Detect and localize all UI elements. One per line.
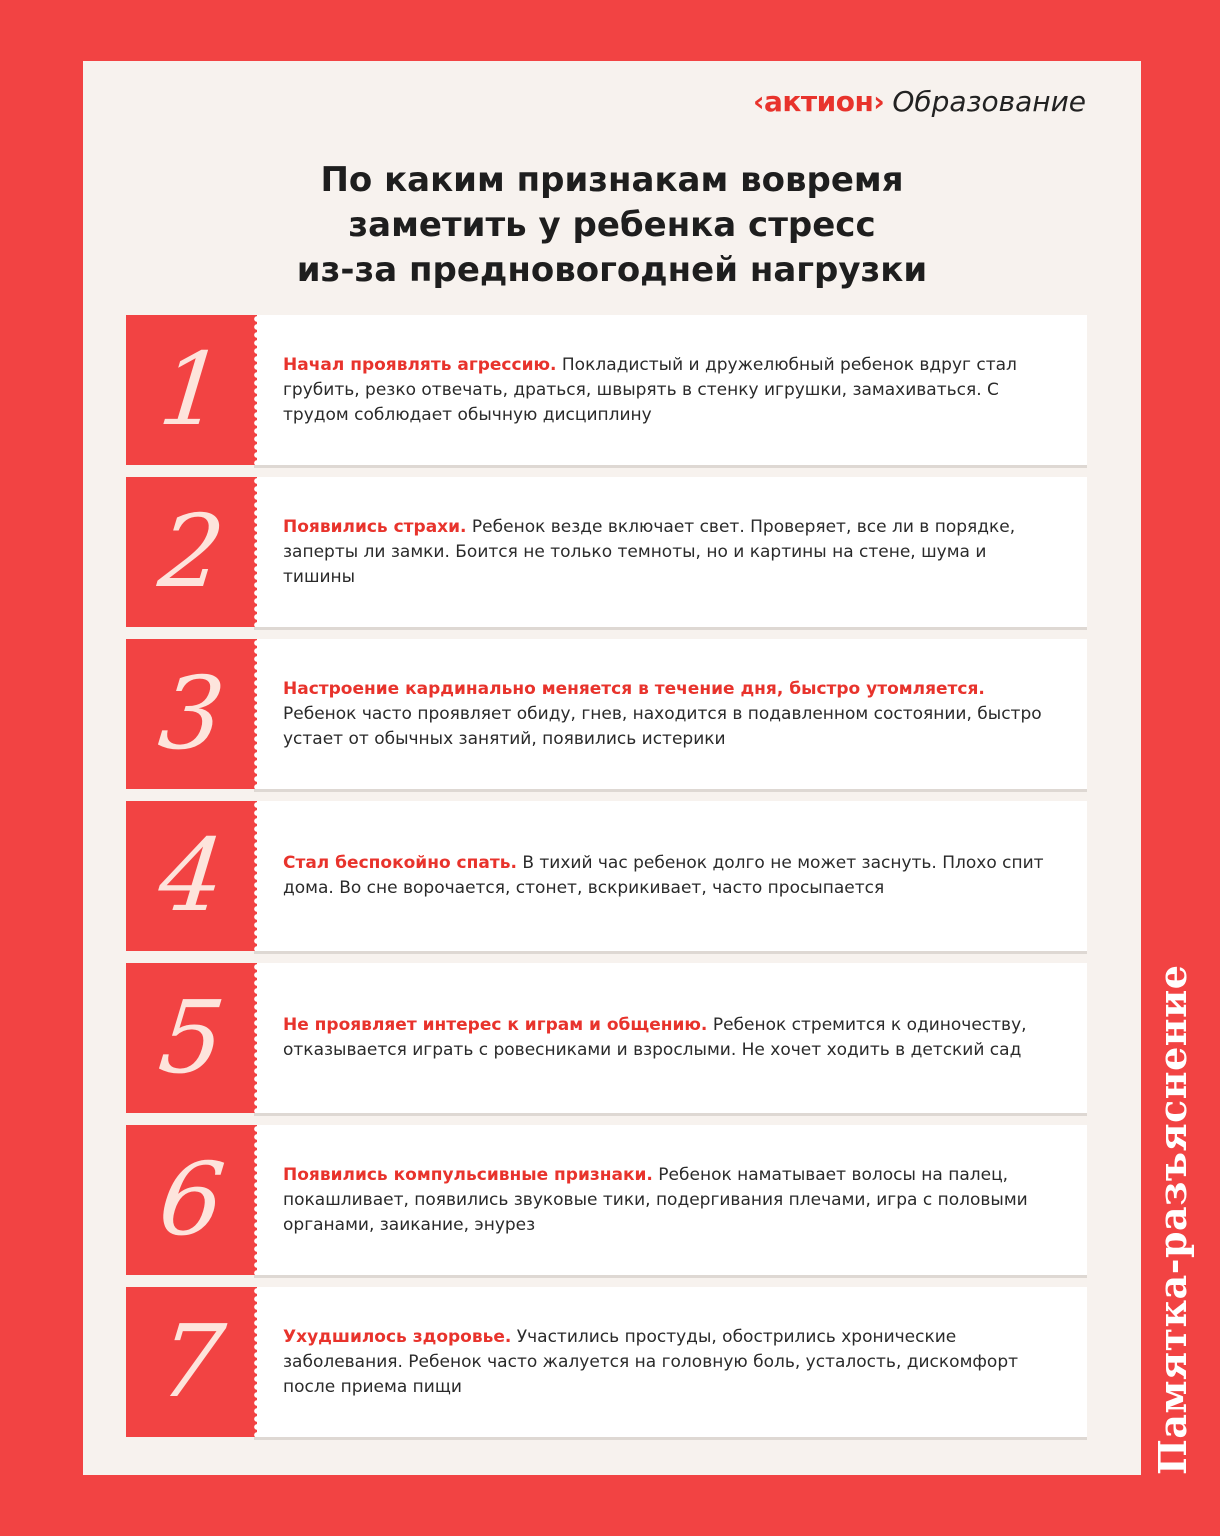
- card-body: [254, 477, 1087, 627]
- signs-list: [126, 315, 1087, 1449]
- sign-text: Покладистый и дружелюбный ребенок вдруг стал грубить, резко отвечать, драться, швырять в стенку игрушки, замахиваться. С трудом соблюдает обычную дисциплину: [283, 354, 1017, 425]
- sign-heading: Стал беспокойно спать.: [283, 853, 517, 873]
- sign-description: [283, 353, 1063, 428]
- card-body: [254, 639, 1087, 789]
- sign-text: Ребенок часто проявляет обиду, гнев, находится в подавленном состоянии, быстро устает от обычных занятий, появились истерики: [283, 703, 1042, 749]
- sign-text: В тихий час ребенок долго не может заснуть. Плохо спит дома. Во сне ворочается, стонет, вскрикивает, часто просыпается: [283, 853, 1044, 898]
- number-stub: [126, 1125, 257, 1275]
- number-stub: [126, 801, 257, 951]
- sign-card-4: [126, 801, 1087, 951]
- sign-card-5: [126, 963, 1087, 1113]
- sign-card-7: [126, 1287, 1087, 1437]
- title-line-2: заметить у ребенка стресс: [348, 205, 876, 245]
- sign-heading: Начал проявлять агрессию.: [283, 354, 557, 375]
- memo-sheet: [83, 61, 1141, 1475]
- sign-number: 7: [153, 1303, 230, 1420]
- sign-number: 4: [153, 817, 230, 934]
- sign-description: [283, 1325, 1063, 1400]
- sign-text: Ребенок везде включает свет. Проверяет, все ли в порядке, заперты ли замки. Боится не только темноты, но и картины на стене, шума и тишины: [283, 516, 1016, 587]
- sign-number: 3: [153, 655, 230, 772]
- sign-description: [283, 677, 1063, 752]
- card-body: [254, 801, 1087, 951]
- logo-brand: ‹актион›: [752, 85, 885, 118]
- card-body: [254, 963, 1087, 1113]
- sign-heading: Настроение кардинально меняется в течение дня, быстро утомляется.: [283, 678, 985, 699]
- sign-number: 1: [153, 331, 230, 448]
- sign-description: [283, 515, 1063, 590]
- aktion-logo[interactable]: [753, 85, 1086, 118]
- title-line-3: из-за предновогодней нагрузки: [296, 250, 928, 290]
- side-label: Памятка-разъяснение: [1150, 964, 1195, 1475]
- sign-description: [283, 851, 1063, 901]
- card-body: [254, 1287, 1087, 1437]
- number-stub: [126, 1287, 257, 1437]
- sign-card-6: [126, 1125, 1087, 1275]
- number-stub: [126, 639, 257, 789]
- number-stub: [126, 963, 257, 1113]
- logo-subtitle: Образование: [892, 85, 1086, 118]
- number-stub: [126, 315, 257, 465]
- sign-card-2: [126, 477, 1087, 627]
- sign-number: 5: [153, 979, 230, 1096]
- sign-heading: Не проявляет интерес к играм и общению.: [283, 1015, 708, 1035]
- card-body: [254, 1125, 1087, 1275]
- sign-text: Ребенок стремится к одиночеству, отказывается играть с ровесниками и взрослыми. Не хочет ходить в детский сад: [283, 1015, 1027, 1060]
- sign-text: Участились простуды, обострились хронические заболевания. Ребенок часто жалуется на головную боль, усталость, дискомфорт после приема пищи: [283, 1326, 1019, 1397]
- sign-number: 6: [153, 1141, 230, 1258]
- sign-description: [283, 1163, 1063, 1238]
- sign-heading: Появились компульсивные признаки.: [283, 1164, 653, 1185]
- title-line-1: По каким признакам вовремя: [320, 160, 904, 200]
- sign-heading: Появились страхи.: [283, 516, 467, 537]
- sign-description: [283, 1013, 1063, 1063]
- sign-card-3: [126, 639, 1087, 789]
- sign-number: 2: [153, 493, 230, 610]
- number-stub: [126, 477, 257, 627]
- sign-heading: Ухудшилось здоровье.: [283, 1326, 512, 1347]
- sign-card-1: [126, 315, 1087, 465]
- card-body: [254, 315, 1087, 465]
- page-title: [83, 158, 1141, 293]
- sign-text: Ребенок наматывает волосы на палец, покашливает, появились звуковые тики, подергивания плечами, игра с половыми органами, заикание, энурез: [283, 1164, 1028, 1235]
